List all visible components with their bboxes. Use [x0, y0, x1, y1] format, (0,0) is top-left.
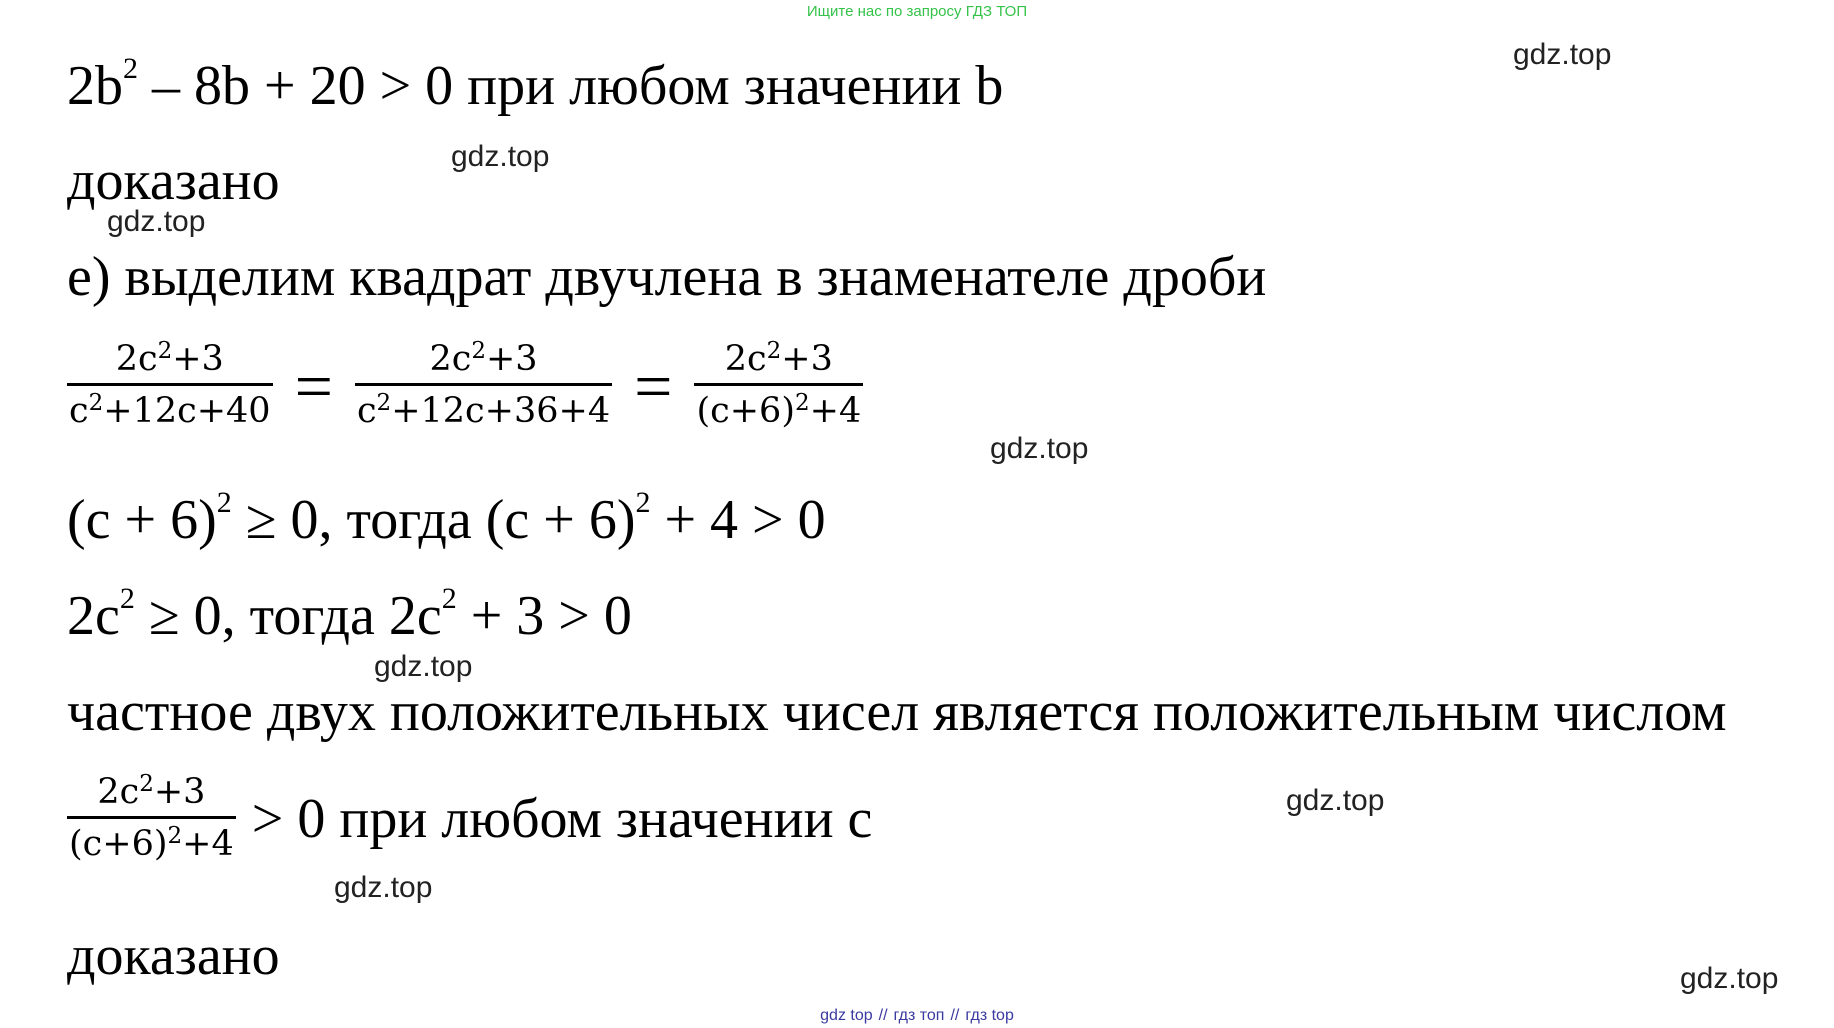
equals-sign: =	[634, 347, 673, 424]
exponent: 2	[123, 52, 138, 85]
denominator: $c^2+12c+40$	[69, 390, 271, 431]
proven-label: доказано	[67, 150, 280, 212]
bottom-link[interactable]: гдз топ	[893, 1007, 945, 1024]
watermark-text: gdz.top	[1286, 784, 1385, 817]
numerator: $2c^2+3$	[97, 771, 206, 812]
denominator: $c^2+12c+36+4$	[356, 390, 611, 431]
expr-part: – 8b + 20 > 0 при любом значении b	[138, 55, 1004, 117]
fraction-final	[67, 771, 236, 864]
separator: //	[950, 1007, 960, 1024]
denominator: $(c+6)^2+4$	[69, 823, 234, 864]
numerator: $2c^2+3$	[724, 338, 833, 379]
bottom-banner	[0, 1007, 1834, 1025]
watermark-text: gdz.top	[451, 140, 550, 173]
inequality-numerator: $2c^2 \ge 0$, тогда $2c^2 + 3 > 0$	[67, 582, 632, 647]
equals-sign: =	[294, 347, 333, 424]
denominator: $(c+6)^2+4$	[696, 390, 862, 431]
fraction-2	[355, 338, 612, 431]
watermark-text: gdz.top	[334, 871, 433, 904]
watermark-text: gdz.top	[374, 650, 473, 683]
numerator: $2c^2+3$	[429, 338, 538, 379]
bottom-link[interactable]: gdz top	[820, 1007, 873, 1024]
watermark-text: gdz.top	[1513, 38, 1612, 71]
quotient-statement: частное двух положительных чисел является положительным числом	[67, 681, 1727, 743]
task-e-heading: е) выделим квадрат двучлена в знаменателе дроби	[67, 246, 1267, 308]
statement-line-b	[67, 52, 1004, 117]
inequality-denominator: $(c + 6)^2 \ge 0$, тогда $(c + 6)^2 + 4 > 0$	[67, 486, 826, 551]
watermark-text: gdz.top	[990, 432, 1089, 465]
numerator: $2c^2+3$	[115, 338, 224, 379]
bottom-link[interactable]: гдз top	[965, 1007, 1014, 1024]
watermark-text: gdz.top	[1680, 962, 1779, 995]
final-inequality	[67, 771, 873, 864]
top-banner[interactable]: Ищите нас по запросу ГДЗ ТОП	[806, 3, 1028, 20]
separator: //	[878, 1007, 888, 1024]
fraction-3	[694, 338, 863, 431]
proven-label-final: доказано	[67, 925, 280, 987]
fraction-equation	[67, 338, 863, 431]
watermark-text: gdz.top	[107, 205, 206, 238]
fraction-1	[67, 338, 273, 431]
expr-part: 2b	[67, 55, 123, 117]
final-inequality-text: > 0 при любом значении с	[251, 787, 873, 850]
